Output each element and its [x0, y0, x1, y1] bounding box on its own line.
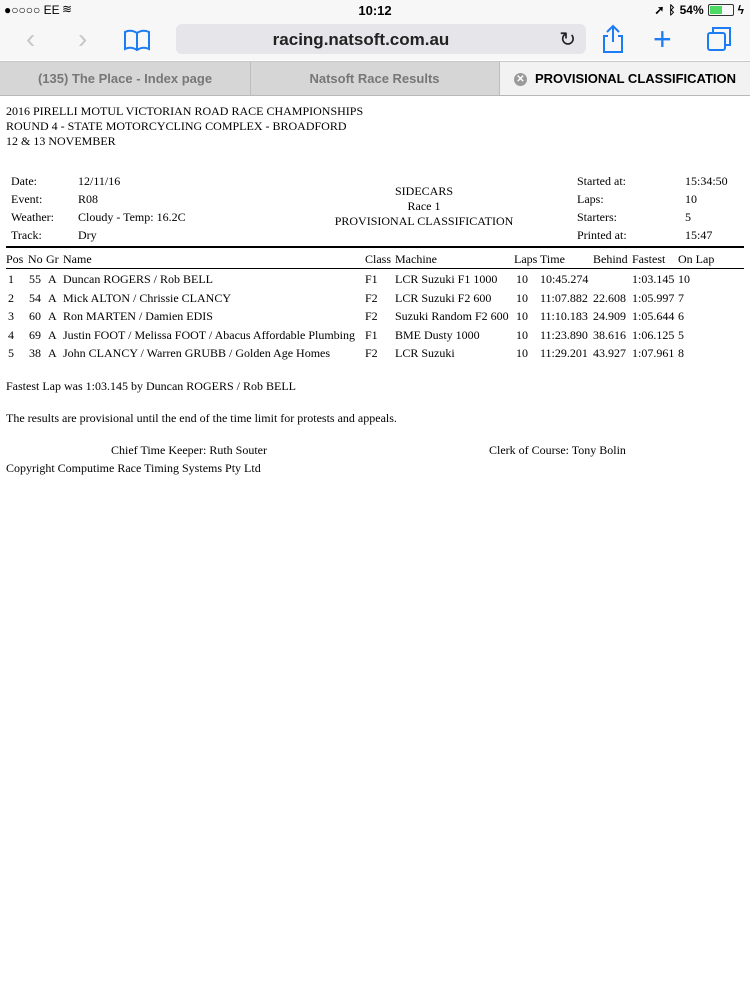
row-time: 11:07.882 — [540, 290, 588, 305]
row-machine: LCR Suzuki F2 600 — [395, 290, 492, 305]
row-class: F1 — [365, 272, 378, 286]
reload-icon[interactable]: ↻ — [559, 29, 576, 51]
charging-icon: ϟ — [737, 3, 744, 17]
meta-label: Laps: — [577, 192, 604, 206]
carrier-signal: ●○○○○ EE — [4, 3, 60, 17]
row-time: 11:29.201 — [540, 346, 588, 360]
row-laps: 10 — [516, 290, 528, 305]
tab-provisional-classification[interactable] — [500, 62, 750, 95]
new-tab-icon[interactable]: + — [653, 21, 672, 57]
row-class: F2 — [365, 309, 378, 323]
tab-label: PROVISIONAL CLASSIFICATION — [534, 71, 737, 86]
tab-label: Natsoft Race Results — [309, 71, 440, 86]
row-fastest: 1:07.961 — [632, 346, 675, 360]
row-machine: BME Dusty 1000 — [395, 327, 480, 342]
copyright: Copyright Computime Race Timing Systems Pty Ltd — [6, 461, 261, 475]
url-text: racing.natsoft.com.au — [272, 30, 450, 49]
row-onlap: 5 — [678, 327, 684, 342]
table-row — [6, 328, 744, 346]
row-fastest: 1:05.644 — [632, 309, 675, 323]
row-gr: A — [48, 346, 57, 360]
col-no: No — [28, 252, 43, 266]
meta-label: Printed at: — [577, 228, 627, 242]
race-number: Race 1 — [407, 199, 441, 213]
row-class: F2 — [365, 346, 378, 360]
table-row — [6, 272, 744, 290]
col-time: Time — [540, 252, 565, 266]
row-time: 10:45.274 — [540, 272, 589, 286]
row-fastest: 1:05.997 — [632, 290, 675, 305]
fastest-lap-note: Fastest Lap was 1:03.145 by Duncan ROGERS / Rob BELL — [6, 379, 296, 393]
row-no: 54 — [29, 290, 41, 305]
event-dates: 12 & 13 NOVEMBER — [6, 134, 116, 148]
row-machine: LCR Suzuki F1 1000 — [395, 272, 498, 286]
row-machine: LCR Suzuki — [395, 346, 455, 360]
table-row — [6, 309, 744, 327]
row-no: 69 — [29, 327, 41, 342]
col-gr: Gr — [46, 252, 59, 266]
row-behind: 43.927 — [593, 346, 626, 360]
row-behind: 24.909 — [593, 309, 626, 323]
bookmarks-icon[interactable] — [123, 28, 151, 52]
provisional-note: The results are provisional until the end of the time limit for protests and appeals. — [6, 411, 397, 425]
close-tab-icon[interactable]: ✕ — [514, 73, 527, 86]
row-fastest: 1:06.125 — [632, 327, 675, 342]
meta-value: 5 — [685, 210, 691, 224]
row-class: F2 — [365, 290, 378, 305]
meta-value: Dry — [78, 228, 97, 242]
row-time: 11:23.890 — [540, 327, 588, 342]
meta-value: 15:47 — [685, 228, 713, 242]
row-machine: Suzuki Random F2 600 — [395, 309, 509, 323]
row-gr: A — [48, 327, 57, 342]
col-behind: Behind — [593, 252, 628, 266]
row-gr: A — [48, 290, 57, 305]
row-name: Justin FOOT / Melissa FOOT / Abacus Affordable Plumbing — [63, 327, 356, 342]
row-no: 55 — [29, 272, 41, 286]
row-class: F1 — [365, 327, 378, 342]
meta-label: Event: — [11, 192, 43, 206]
status-bar — [0, 0, 750, 20]
row-behind: 38.616 — [593, 327, 626, 342]
divider — [6, 246, 744, 248]
battery-percent: 54% — [679, 3, 704, 17]
row-laps: 10 — [516, 309, 528, 323]
row-fastest: 1:03.145 — [632, 272, 675, 286]
wifi-icon: ≋ — [62, 2, 73, 16]
meta-label: Starters: — [577, 210, 617, 224]
status-time: 10:12 — [358, 3, 392, 18]
table-row — [6, 346, 744, 364]
share-icon[interactable] — [602, 24, 624, 54]
clerk-of-course: Clerk of Course: Tony Bolin — [489, 443, 626, 457]
tab-the-place[interactable] — [0, 62, 251, 95]
meta-value: 12/11/16 — [78, 174, 121, 188]
row-onlap: 7 — [678, 290, 684, 305]
row-laps: 10 — [516, 327, 528, 342]
race-center-block — [280, 184, 568, 229]
row-time: 11:10.183 — [540, 309, 588, 323]
meta-value: 10 — [685, 192, 697, 206]
meta-label: Weather: — [11, 210, 55, 224]
meta-value: R08 — [78, 192, 99, 206]
row-onlap: 8 — [678, 346, 684, 360]
row-onlap: 10 — [678, 272, 690, 286]
row-no: 60 — [29, 309, 41, 323]
row-behind: 22.608 — [593, 290, 626, 305]
row-no: 38 — [29, 346, 41, 360]
row-gr: A — [48, 272, 57, 286]
meta-label: Date: — [11, 174, 37, 188]
row-pos: 3 — [8, 309, 14, 323]
col-machine: Machine — [395, 252, 437, 266]
round-title: ROUND 4 - STATE MOTORCYCLING COMPLEX - BROADFORD — [6, 119, 347, 133]
meta-label: Track: — [11, 228, 42, 242]
back-button[interactable]: ‹ — [26, 23, 36, 54]
table-row — [6, 291, 744, 309]
tab-natsoft[interactable] — [250, 62, 500, 95]
event-header — [6, 104, 363, 149]
col-fastest: Fastest — [632, 252, 666, 266]
classification-type: PROVISIONAL CLASSIFICATION — [334, 214, 514, 228]
meta-right-values — [685, 172, 728, 244]
meta-right — [577, 172, 627, 244]
chief-timekeeper: Chief Time Keeper: Ruth Souter — [111, 443, 267, 457]
row-name: Ron MARTEN / Damien EDIS — [63, 309, 213, 323]
row-name: John CLANCY / Warren GRUBB / Golden Age Homes — [63, 346, 331, 360]
tabs-icon[interactable] — [706, 26, 732, 52]
forward-button[interactable]: › — [78, 23, 88, 54]
row-pos: 4 — [8, 327, 14, 342]
col-class: Class — [365, 252, 392, 266]
row-pos: 1 — [8, 272, 14, 286]
meta-left-values — [78, 172, 186, 244]
col-name: Name — [63, 252, 92, 266]
race-category: SIDECARS — [394, 184, 453, 198]
divider — [6, 268, 744, 269]
location-icon: ➚ — [654, 3, 665, 17]
row-gr: A — [48, 309, 57, 323]
row-onlap: 6 — [678, 309, 684, 323]
row-pos: 5 — [8, 346, 14, 360]
tab-bar — [0, 61, 750, 96]
row-name: Duncan ROGERS / Rob BELL — [63, 272, 213, 286]
bluetooth-icon: ᛒ — [668, 3, 676, 17]
meta-value: 15:34:50 — [685, 174, 728, 188]
col-pos: Pos — [6, 252, 24, 266]
meta-left — [11, 172, 54, 244]
meta-value: Cloudy - Temp: 16.2C — [78, 210, 186, 224]
browser-toolbar — [0, 20, 750, 60]
tab-label: (135) The Place - Index page — [37, 71, 213, 86]
row-name: Mick ALTON / Chrissie CLANCY — [63, 290, 232, 305]
battery-icon — [708, 4, 734, 16]
address-bar[interactable] — [176, 24, 586, 54]
meta-label: Started at: — [577, 174, 626, 188]
row-laps: 10 — [516, 272, 528, 286]
col-onlap: On Lap — [678, 252, 715, 266]
col-laps: Laps — [514, 252, 538, 266]
row-pos: 2 — [8, 290, 14, 305]
row-laps: 10 — [516, 346, 528, 360]
championship-title: 2016 PIRELLI MOTUL VICTORIAN ROAD RACE CHAMPIONSHIPS — [6, 104, 364, 118]
